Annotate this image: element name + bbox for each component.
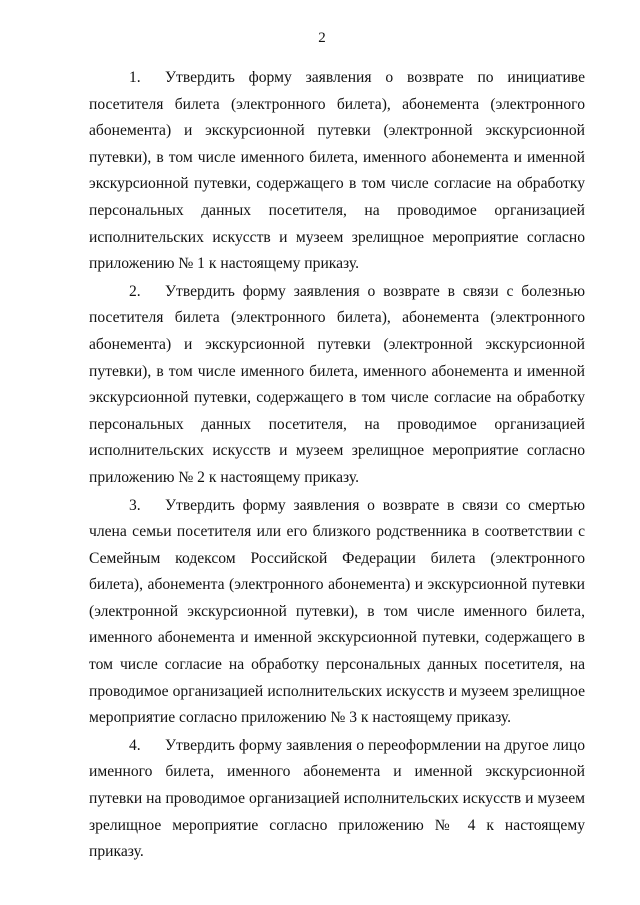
order-items-list: [89, 65, 585, 866]
order-item-4: [89, 733, 585, 866]
order-item-3: [89, 493, 585, 732]
item-text: Утвердить форму заявления о возврате в связи с болезнью посетителя билета (электронного билета), абонемента (электронного абонемента) и экскурсионной путевки (электронной экскурсионной путевки), в том числе именного билета, именного абонемента и именной экскурсионной путевки, содержащего в том числе согласие на обработку персональных данных посетителя, на проводимое организацией исполнительских искусств и музеем зрелищное мероприятие согласно приложению № 2 к настоящему приказу.: [89, 282, 585, 486]
item-text: Утвердить форму заявления о возврате по инициативе посетителя билета (электронного билета), абонемента (электронного абонемента) и экскурсионной путевки (электронной экскурсионной путевки), в том числе именного билета, именного абонемента и именной экскурсионной путевки, содержащего в том числе согласие на обработку персональных данных посетителя, на проводимое организацией исполнительских искусств и музеем зрелищное мероприятие согласно приложению № 1 к настоящему приказу.: [89, 69, 585, 273]
item-text: Утвердить форму заявления о возврате в связи со смертью члена семьи посетителя или его близкого родственника в соответствии с Семейным кодексом Российской Федерации билета (электронного билета), абонемента (электронного абонемента) и экскурсионной путевки (электронной экскурсионной путевки), в том числе именного билета, именного абонемента и именной экскурсионной путевки, содержащего в том числе согласие на обработку персональных данных посетителя, на проводимое организацией исполнительских искусств и музеем зрелищное мероприятие согласно приложению № 3 к настоящему приказу.: [89, 496, 585, 727]
page-number: 2: [318, 30, 326, 46]
order-item-1: [89, 65, 585, 278]
item-number: 2.: [129, 282, 141, 300]
order-item-2: [89, 279, 585, 492]
item-number: 4.: [129, 736, 141, 754]
item-text: Утвердить форму заявления о переоформлении на другое лицо именного билета, именного абонемента и именной экскурсионной путевки на проводимое организацией исполнительских искусств и музеем зрелищное мероприятие согласно приложению № 4 к настоящему приказу.: [89, 736, 585, 861]
item-number: 3.: [129, 496, 141, 514]
item-number: 1.: [129, 69, 141, 86]
